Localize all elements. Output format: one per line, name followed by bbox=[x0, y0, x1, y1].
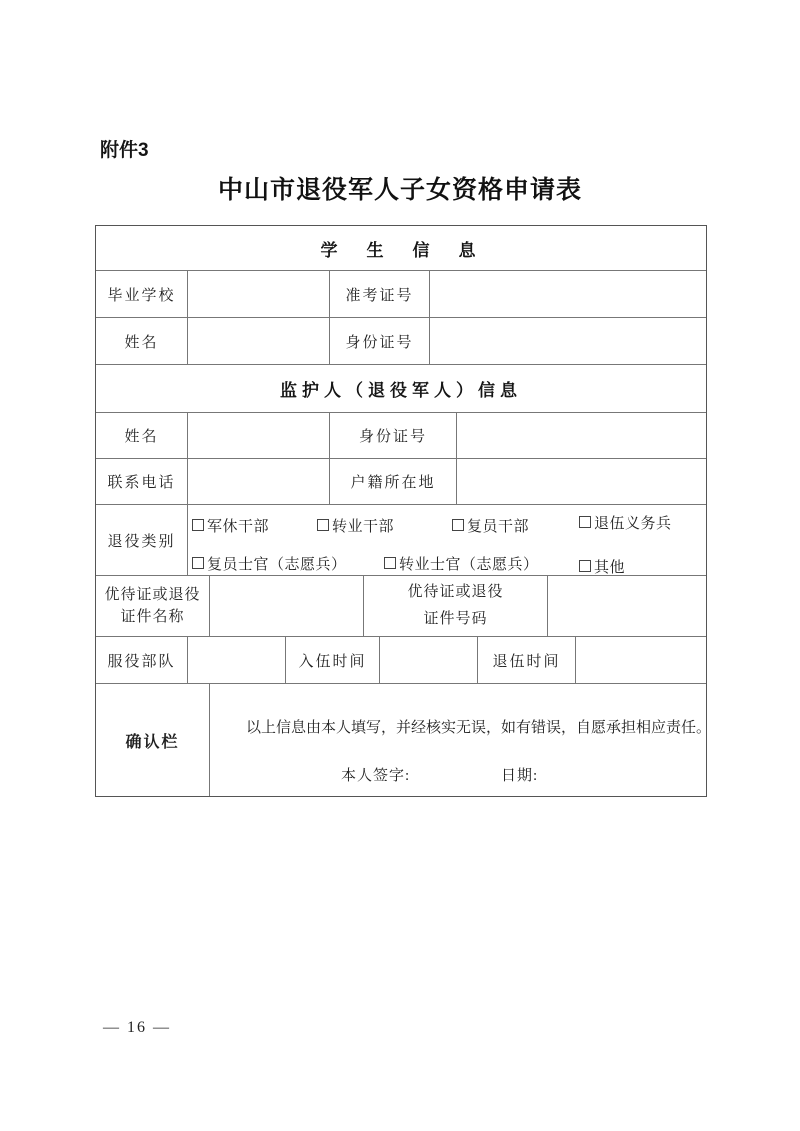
guardian-name-label: 姓名 bbox=[124, 429, 159, 445]
service-row bbox=[96, 636, 706, 683]
retire-category-label: 退役类别 bbox=[107, 533, 176, 550]
checkbox-icon[interactable] bbox=[579, 560, 591, 572]
checkbox-icon[interactable] bbox=[192, 519, 204, 531]
checkbox-label: 军休干部 bbox=[207, 518, 270, 535]
checkbox-option-fuyuan-shiguan[interactable] bbox=[192, 553, 347, 573]
student-exam-number-label: 准考证号 bbox=[329, 271, 429, 317]
table-row bbox=[96, 270, 706, 317]
student-school-input-cell[interactable] bbox=[187, 271, 329, 317]
checkbox-label: 复员干部 bbox=[467, 518, 530, 535]
checkbox-icon[interactable] bbox=[192, 557, 204, 569]
student-name-label: 姓名 bbox=[124, 334, 159, 351]
guardian-name-input-cell[interactable] bbox=[187, 413, 329, 458]
checkbox-icon[interactable] bbox=[384, 557, 396, 569]
checkbox-label: 其他 bbox=[594, 559, 626, 576]
guardian-residence-label: 户籍所在地 bbox=[329, 459, 456, 504]
table-row bbox=[96, 412, 706, 458]
guardian-section-title: 监护人（退役军人）信息 bbox=[280, 381, 522, 400]
guardian-phone-input-cell[interactable] bbox=[187, 459, 329, 504]
guardian-id-number-input-cell[interactable] bbox=[456, 413, 706, 458]
student-id-number-label: 身份证号 bbox=[329, 318, 429, 364]
page-title: 中山市退役军人子女资格申请表 bbox=[217, 176, 582, 204]
student-school-label: 毕业学校 bbox=[107, 287, 176, 304]
checkbox-option-zhuanye-shiguan[interactable] bbox=[384, 553, 539, 573]
checkbox-label: 转业干部 bbox=[332, 518, 395, 535]
student-exam-number-input-cell[interactable] bbox=[429, 271, 706, 317]
table-row bbox=[96, 317, 706, 364]
service-unit-input-cell[interactable] bbox=[187, 637, 285, 683]
checkbox-label: 退伍义务兵 bbox=[594, 515, 672, 532]
checkbox-option-fuyuan-ganbu[interactable] bbox=[452, 515, 529, 535]
confirmation-statement: 以上信息由本人填写，并经核实无误，如有错误，自愿承担相应责任。 bbox=[246, 720, 712, 736]
service-unit-label: 服役部队 bbox=[107, 653, 176, 670]
checkbox-option-zhuanye-ganbu[interactable] bbox=[317, 515, 394, 535]
checkbox-icon[interactable] bbox=[317, 519, 329, 531]
enlist-time-input-cell[interactable] bbox=[379, 637, 477, 683]
discharge-time-input-cell[interactable] bbox=[575, 637, 706, 683]
page-number: — 16 — bbox=[103, 1019, 171, 1036]
checkbox-option-tuiwu-yiwubing[interactable] bbox=[579, 512, 672, 532]
student-id-number-input-cell[interactable] bbox=[429, 318, 706, 364]
certificate-number-label: 优待证或退役 证件号码 bbox=[363, 576, 547, 636]
student-name-input-cell[interactable] bbox=[187, 318, 329, 364]
checkbox-label: 转业士官（志愿兵） bbox=[399, 556, 539, 573]
student-section-header-row bbox=[96, 226, 706, 270]
certificate-name-input-cell[interactable] bbox=[209, 576, 363, 636]
date-label: 日期: bbox=[501, 768, 539, 784]
checkbox-option-junxiu-ganbu[interactable] bbox=[192, 515, 269, 535]
attachment-label: 附件3 bbox=[100, 140, 149, 161]
guardian-id-number-label: 身份证号 bbox=[329, 413, 456, 458]
confirmation-content-cell bbox=[209, 684, 712, 796]
signature-label: 本人签字: bbox=[341, 768, 411, 784]
student-section-title: 学 生 信 息 bbox=[320, 240, 482, 260]
checkbox-label: 复员士官（志愿兵） bbox=[207, 556, 347, 573]
table-row bbox=[96, 458, 706, 504]
guardian-residence-input-cell[interactable] bbox=[456, 459, 706, 504]
certificate-name-label: 优待证或退役 证件名称 bbox=[104, 587, 201, 625]
retire-category-row bbox=[96, 504, 706, 575]
guardian-phone-label: 联系电话 bbox=[107, 475, 176, 491]
confirmation-row bbox=[96, 683, 712, 796]
retire-category-options-cell bbox=[187, 505, 706, 575]
certificate-row bbox=[96, 575, 706, 636]
confirmation-label: 确认栏 bbox=[125, 733, 180, 751]
application-form-table bbox=[95, 225, 712, 797]
guardian-section-header-row bbox=[96, 364, 706, 412]
checkbox-icon[interactable] bbox=[452, 519, 464, 531]
enlist-time-label: 入伍时间 bbox=[285, 637, 379, 683]
discharge-time-label: 退伍时间 bbox=[477, 637, 575, 683]
certificate-number-input-cell[interactable] bbox=[547, 576, 706, 636]
checkbox-option-qita[interactable] bbox=[579, 556, 625, 576]
checkbox-icon[interactable] bbox=[579, 516, 591, 528]
